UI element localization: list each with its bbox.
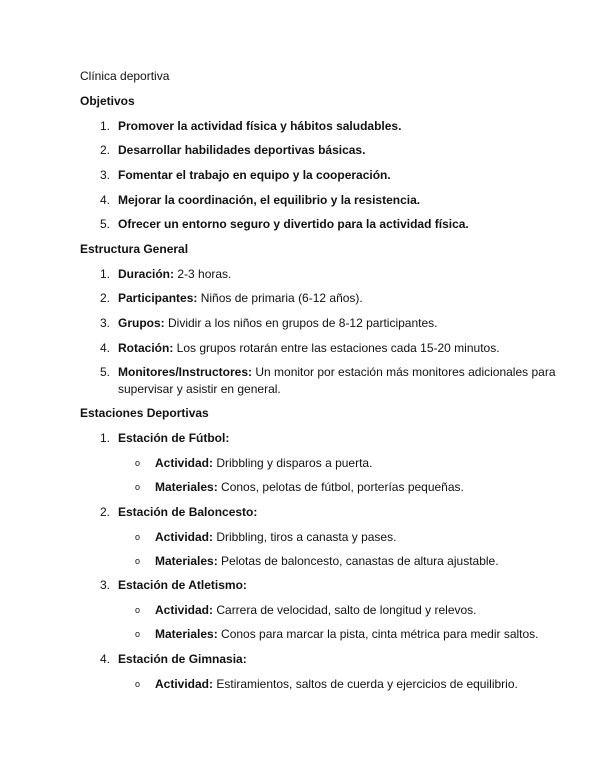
list-item-text: Promover la actividad física y hábitos saludables. [118, 119, 402, 133]
list-number: 3. [99, 168, 110, 182]
item-text: Dividir a los niños en grupos de 8-12 participantes. [164, 316, 438, 330]
station-name: Estación de Baloncesto: [118, 505, 258, 519]
item-label: Materiales: [155, 480, 218, 494]
item-text: Los grupos rotarán entre las estaciones cada 15-20 minutos. [173, 341, 500, 355]
item-text: Dribbling y disparos a puerta. [213, 456, 373, 470]
bullet-icon: o [135, 605, 141, 615]
list-number: 5. [99, 365, 110, 379]
list-number: 1. [99, 431, 110, 445]
section-heading-estaciones: Estaciones Deportivas [80, 406, 209, 420]
bullet-icon: o [135, 629, 141, 639]
list-item-text: Ofrecer un entorno seguro y divertido para la actividad física. [118, 217, 469, 231]
list-number: 4. [99, 341, 110, 355]
item-label: Actividad: [155, 677, 214, 691]
item-label: Monitores/Instructores: [118, 365, 253, 379]
item-label: Participantes: [118, 291, 198, 305]
list-number: 2. [99, 143, 110, 157]
bullet-icon: o [135, 458, 141, 468]
item-label: Actividad: [155, 456, 214, 470]
bullet-icon: o [135, 532, 141, 542]
item-label: Materiales: [155, 627, 218, 641]
item-label: Actividad: [155, 530, 214, 544]
station-name: Estación de Fútbol: [118, 431, 230, 445]
list-number: 3. [99, 578, 110, 592]
list-item-text: Desarrollar habilidades deportivas básicas. [118, 143, 366, 157]
list-number: 3. [99, 316, 110, 330]
item-text: Conos, pelotas de fútbol, porterías pequeñas. [217, 480, 464, 494]
item-text: 2-3 horas. [174, 267, 232, 281]
item-text: Carrera de velocidad, salto de longitud y relevos. [213, 603, 477, 617]
list-number: 4. [99, 193, 110, 207]
item-text: Dribbling, tiros a canasta y pases. [213, 530, 397, 544]
list-number: 2. [99, 291, 110, 305]
document-title: Clínica deportiva [80, 69, 170, 83]
section-heading-objetivos: Objetivos [80, 94, 135, 108]
section-heading-estructura: Estructura General [80, 242, 189, 256]
item-text: Conos para marcar la pista, cinta métrica para medir saltos. [217, 627, 539, 641]
list-item-text: Fomentar el trabajo en equipo y la cooperación. [118, 168, 391, 182]
list-number: 5. [99, 217, 110, 231]
item-label: Grupos: [118, 316, 165, 330]
list-number: 1. [99, 119, 110, 133]
list-item-text: Mejorar la coordinación, el equilibrio y la resistencia. [118, 193, 421, 207]
item-text: Pelotas de baloncesto, canastas de altura ajustable. [217, 554, 499, 568]
station-name: Estación de Gimnasia: [118, 652, 247, 666]
item-label: Rotación: [118, 341, 174, 355]
bullet-icon: o [135, 679, 141, 689]
bullet-icon: o [135, 482, 141, 492]
list-number: 2. [99, 505, 110, 519]
item-text-continuation: supervisar y asistir en general. [118, 382, 281, 396]
station-name: Estación de Atletismo: [118, 578, 247, 592]
item-text: Niños de primaria (6-12 años). [197, 291, 363, 305]
item-label: Materiales: [155, 554, 218, 568]
list-number: 1. [99, 267, 110, 281]
list-number: 4. [99, 652, 110, 666]
item-text: Estiramientos, saltos de cuerda y ejercicios de equilibrio. [213, 677, 518, 691]
bullet-icon: o [135, 556, 141, 566]
item-label: Actividad: [155, 603, 214, 617]
item-text: Un monitor por estación más monitores adicionales para [252, 365, 556, 379]
item-label: Duración: [118, 267, 175, 281]
